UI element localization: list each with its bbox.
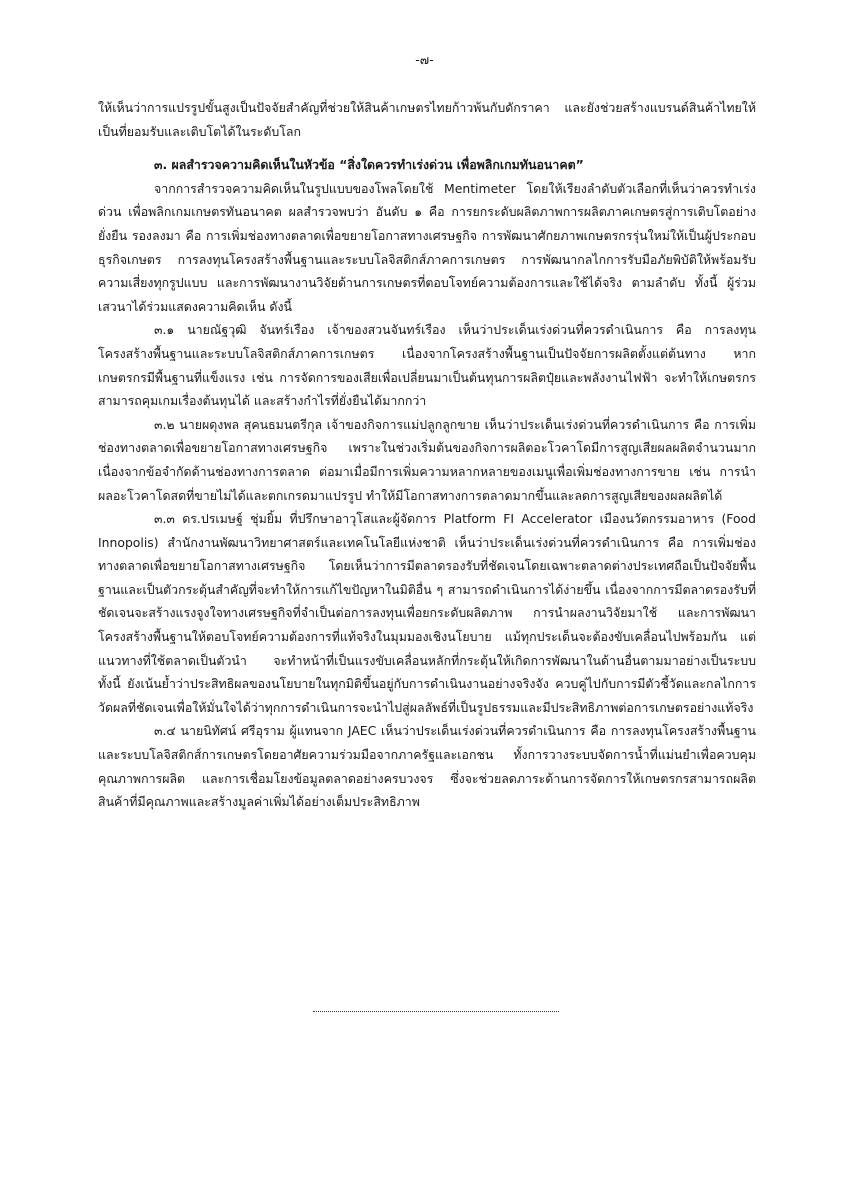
closing-dotted-line bbox=[313, 1011, 559, 1012]
survey-paragraph: จากการสำรวจความคิดเห็นในรูปแบบของโพลโดยใช้ Mentimeter โดยให้เรียงลำดับตัวเลือกที่เห็นว่าควรทำเร่งด่วน เพื่อพลิกเกมเกษตรทันอนาคต ผลสำรวจพบว่า อันดับ ๑ คือ การยกระดับผลิตภาพการผลิตภาคเกษตรสู่การเติบโตอย่างยั่งยืน รองลงมา คือ การเพิ่มช่องทางตลาดเพื่อขยายโอกาสทางเศรษฐกิจ การพัฒนาศักยภาพเกษตรกรรุ่นใหม่ให้เป็นผู้ประกอบธุรกิจเกษตร การลงทุนโครงสร้างพื้นฐานและระบบโลจิสติกส์ภาคการเกษตร การพัฒนากลไกการรับมือภัยพิบัติให้พร้อมรับความเสี่ยงทุกรูปแบบ และการพัฒนางานวิจัยด้านการเกษตรที่ตอบโจทย์ความต้องการและใช้ได้จริง ตามลำดับ ทั้งนี้ ผู้ร่วมเสวนาได้ร่วมแสดงความคิดเห็น ดังนี้ bbox=[98, 180, 756, 314]
opinion-paragraph-3-2: ๓.๒ นายผดุงพล สุคนธมนตรีกุล เจ้าของกิจการแม่ปลูกลูกขาย เห็นว่าประเด็นเร่งด่วนที่ควรดำเนินการ คือ การเพิ่มช่องทางตลาดเพื่อขยายโอกาสทางเศรษฐกิจ เพราะในช่วงเริ่มต้นของกิจการผลิตอะโวคาโดมีการสูญเสียผลผลิตจำนวนมาก เนื่องจากข้อจำกัดด้านช่องทางการตลาด ต่อมาเมื่อมีการเพิ่มความหลากหลายของเมนูเพื่อเพิ่มช่องทางการขาย เช่น การนำผลอะโวคาโดสดที่ขายไม่ได้และตกเกรดมาแปรรูป ทำให้มีโอกาสทางการตลาดมากขึ้นและลดการสูญเสียของผลผลิตได้ bbox=[98, 416, 756, 503]
opinion-paragraph-3-1: ๓.๑ นายณัฐวุฒิ จันทร์เรือง เจ้าของสวนจันทร์เรือง เห็นว่าประเด็นเร่งด่วนที่ควรดำเนินการ คือ การลงทุนโครงสร้างพื้นฐานและระบบโลจิสติกส์ภาคการเกษตร เนื่องจากโครงสร้างพื้นฐานเป็นปัจจัยการผลิตตั้งแต่ต้นทาง หากเกษตรกรมีพื้นฐานที่แข็งแรง เช่น การจัดการของเสียเพื่อเปลี่ยนมาเป็นต้นทุนการผลิตปุ๋ยและพลังงานไฟฟ้า จะทำให้เกษตรกรสามารถคุมเกมเรื่องต้นทุนได้ และสร้างกำไรที่ยั่งยืนได้มากกว่า bbox=[98, 322, 756, 409]
document-body bbox=[98, 96, 756, 814]
page-number: -๗- bbox=[415, 52, 434, 67]
opinion-paragraph-3-4: ๓.๔ นายนิทัศน์ ศรีอุราม ผู้แทนจาก JAEC เห็นว่าประเด็นเร่งด่วนที่ควรดำเนินการ คือ การลงทุนโครงสร้างพื้นฐานและระบบโลจิสติกส์การเกษตรโดยอาศัยความร่วมมือจากภาครัฐและเอกชน ทั้งการวางระบบจัดการน้ำที่แม่นยำเพื่อควบคุมคุณภาพการผลิต และการเชื่อมโยงข้อมูลตลาดอย่างครบวงจร ซึ่งจะช่วยลดภาระด้านการจัดการให้เกษตรกรสามารถผลิตสินค้าที่มีคุณภาพและสร้างมูลค่าเพิ่มได้อย่างเต็มประสิทธิภาพ bbox=[98, 723, 756, 810]
intro-paragraph: ให้เห็นว่าการแปรรูปขั้นสูงเป็นปัจจัยสำคัญที่ช่วยให้สินค้าเกษตรไทยก้าวพ้นกับดักราคา และยังช่วยสร้างแบรนด์สินค้าไทยให้เป็นที่ยอมรับและเติบโตได้ในระดับโลก bbox=[98, 100, 756, 139]
section-heading: ๓. ผลสำรวจความคิดเห็นในหัวข้อ “สิ่งใดควรทำเร่งด่วน เพื่อพลิกเกมทันอนาคต” bbox=[154, 157, 584, 173]
opinion-paragraph-3-3: ๓.๓ ดร.ปรเมษฐ์ ชุ่มยิ้ม ที่ปรึกษาอาวุโสและผู้จัดการ Platform FI Accelerator เมืองนวัตกรรมอาหาร (Food Innopolis) สำนักงานพัฒนาวิทยาศาสตร์และเทคโนโลยีแห่งชาติ เห็นว่าประเด็นเร่งด่วนที่ควรดำเนินการ คือ การเพิ่มช่องทางตลาดเพื่อขยายโอกาสทางเศรษฐกิจ โดยเห็นว่าการมีตลาดรองรับที่ชัดเจนโดยเฉพาะตลาดต่างประเทศถือเป็นปัจจัยพื้นฐานและเป็นตัวกระตุ้นสำคัญที่จะทำให้การแก้ไขปัญหาในมิติอื่น ๆ สามารถดำเนินการได้ง่ายขึ้น เนื่องจากการมีตลาดรองรับที่ชัดเจนจะสร้างแรงจูงใจทางเศรษฐกิจที่จำเป็นต่อการลงทุนเพื่อยกระดับผลิตภาพ การนำผลงานวิจัยมาใช้ และการพัฒนาโครงสร้างพื้นฐานให้ตอบโจทย์ความต้องการที่แท้จริงในมุมมองเชิงนโยบาย แม้ทุกประเด็นจะต้องขับเคลื่อนไปพร้อมกัน แต่แนวทางที่ใช้ตลาดเป็นตัวนำ จะทำหน้าที่เป็นแรงขับเคลื่อนหลักที่กระตุ้นให้เกิดการพัฒนาในด้านอื่นตามมาอย่างเป็นระบบ ทั้งนี้ ยังเน้นย้ำว่าประสิทธิผลของนโยบายในทุกมิติขึ้นอยู่กับการดำเนินงานอย่างจริงจัง ควบคู่ไปกับการมีตัวชี้วัดและกลไกการวัดผลที่ชัดเจนเพื่อให้มั่นใจได้ว่าทุกการดำเนินการจะนำไปสู่ผลลัพธ์ที่เป็นรูปธรรมและมีประสิทธิภาพต่อการเกษตรอย่างแท้จริง bbox=[98, 511, 756, 715]
